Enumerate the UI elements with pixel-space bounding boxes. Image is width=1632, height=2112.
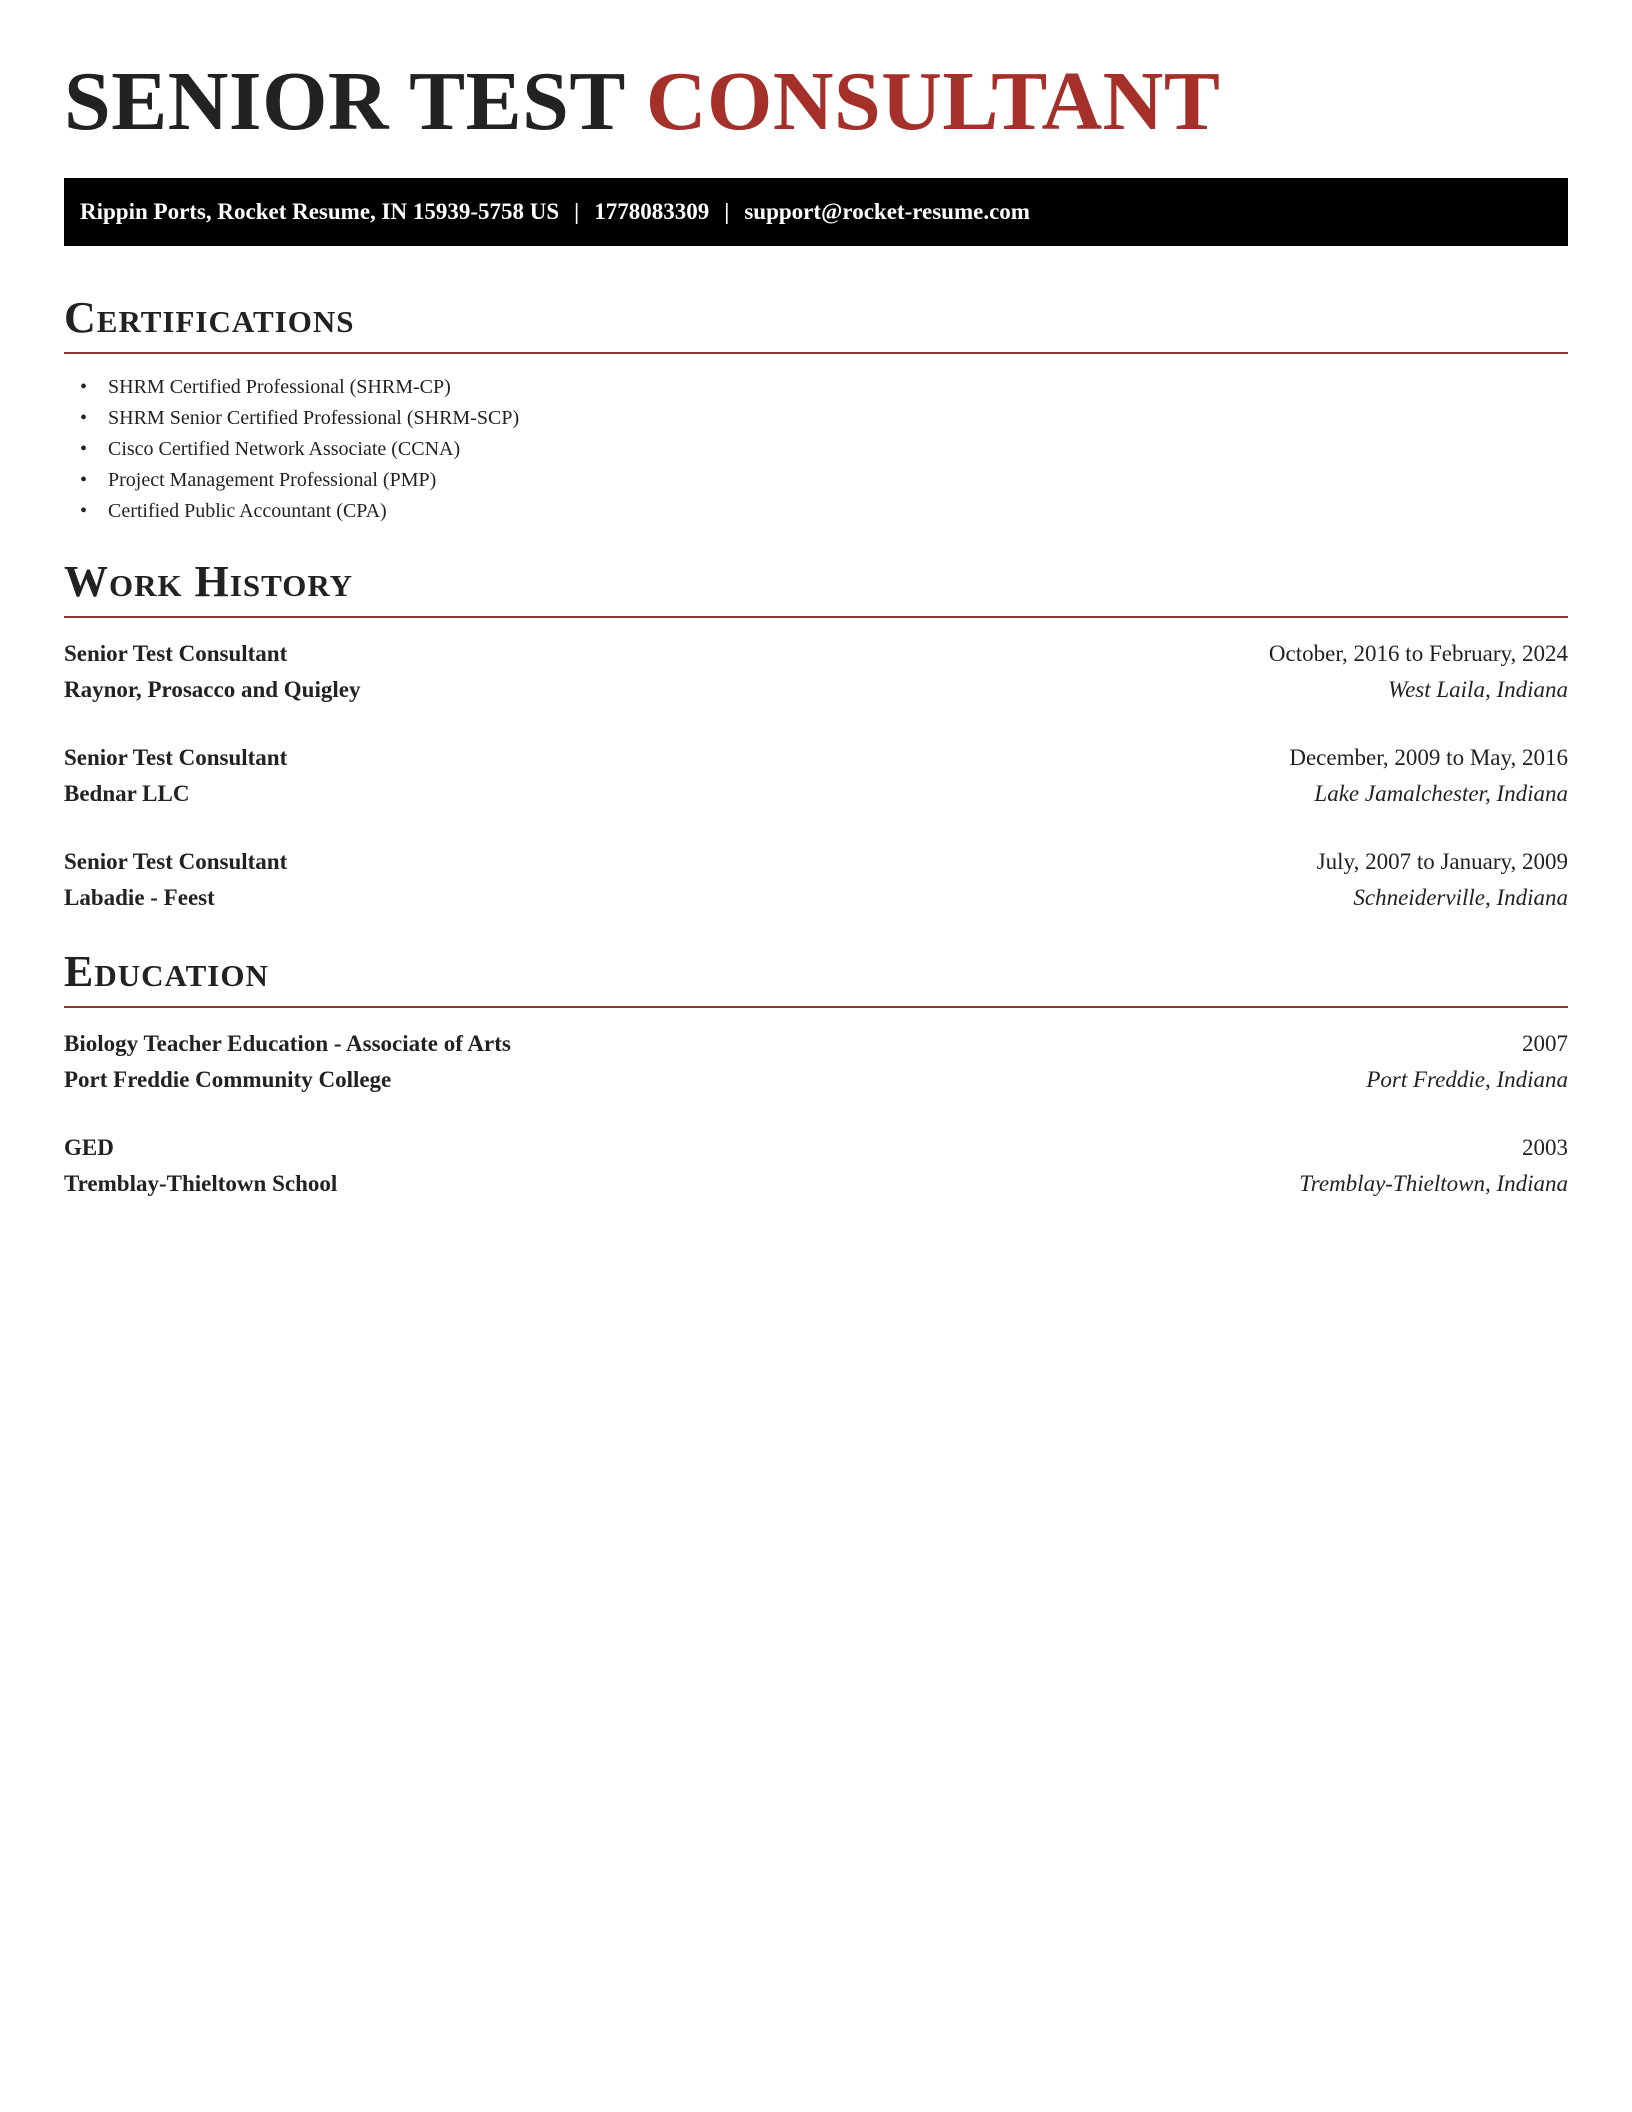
job-company: Raynor, Prosacco and Quigley (64, 677, 361, 703)
bullet-icon: • (80, 500, 88, 523)
job-dates: October, 2016 to February, 2024 (1268, 641, 1568, 667)
job-company: Labadie - Feest (64, 885, 215, 911)
certification-item (64, 465, 1568, 496)
resume-page (64, 0, 1568, 1202)
bullet-icon: • (80, 407, 88, 430)
entry-row (64, 1166, 1568, 1202)
section-divider (64, 352, 1568, 354)
job-location: Lake Jamalchester, Indiana (1314, 781, 1568, 807)
certification-text: SHRM Certified Professional (SHRM-CP) (108, 376, 451, 399)
education-entry (64, 1130, 1568, 1202)
work-history-section (64, 557, 1568, 916)
name-first: SENIOR TEST (64, 55, 625, 148)
contact-separator: | (574, 199, 580, 225)
certification-item (64, 434, 1568, 465)
bullet-icon: • (80, 438, 88, 461)
job-company: Bednar LLC (64, 781, 190, 807)
entry-row (64, 776, 1568, 812)
bullet-icon: • (80, 376, 88, 399)
certification-text: SHRM Senior Certified Professional (SHRM-SCP) (108, 407, 520, 430)
work-entries (64, 636, 1568, 916)
education-entries (64, 1026, 1568, 1202)
education-year: 2003 (1522, 1135, 1568, 1161)
certification-item (64, 403, 1568, 434)
work-entry (64, 636, 1568, 708)
entry-row (64, 844, 1568, 880)
education-location: Port Freddie, Indiana (1366, 1067, 1568, 1093)
certifications-section (64, 293, 1568, 527)
entry-row (64, 740, 1568, 776)
work-entry (64, 740, 1568, 812)
section-title-certifications: Certifications (64, 293, 355, 343)
resume-name (64, 56, 1568, 148)
education-degree: Biology Teacher Education - Associate of Arts (64, 1031, 511, 1057)
certification-text: Cisco Certified Network Associate (CCNA) (108, 438, 461, 461)
education-location: Tremblay-Thieltown, Indiana (1299, 1171, 1568, 1197)
contact-address: Rippin Ports, Rocket Resume, IN 15939-5758 US (80, 199, 560, 225)
work-entry (64, 844, 1568, 916)
entry-row (64, 1130, 1568, 1166)
entry-row (64, 636, 1568, 672)
entry-row (64, 880, 1568, 916)
certification-item (64, 496, 1568, 527)
section-divider (64, 1006, 1568, 1008)
education-entry (64, 1026, 1568, 1098)
contact-email: support@rocket-resume.com (744, 199, 1030, 225)
section-divider (64, 616, 1568, 618)
job-title: Senior Test Consultant (64, 745, 288, 771)
section-title-work-history: Work History (64, 557, 354, 607)
job-title: Senior Test Consultant (64, 849, 288, 875)
bullet-icon: • (80, 469, 88, 492)
job-dates: December, 2009 to May, 2016 (1289, 745, 1568, 771)
education-degree: GED (64, 1135, 114, 1161)
certifications-list (64, 372, 1568, 527)
contact-phone: 1778083309 (594, 199, 710, 225)
job-dates: July, 2007 to January, 2009 (1316, 849, 1568, 875)
entry-row (64, 1026, 1568, 1062)
name-last: CONSULTANT (645, 55, 1221, 148)
certification-text: Certified Public Accountant (CPA) (108, 500, 387, 523)
education-year: 2007 (1522, 1031, 1568, 1057)
job-title: Senior Test Consultant (64, 641, 288, 667)
job-location: Schneiderville, Indiana (1353, 885, 1568, 911)
certification-text: Project Management Professional (PMP) (108, 469, 437, 492)
education-section (64, 947, 1568, 1202)
entry-row (64, 672, 1568, 708)
certification-item (64, 372, 1568, 403)
section-title-education: Education (64, 947, 269, 997)
contact-separator: | (724, 199, 730, 225)
job-location: West Laila, Indiana (1388, 677, 1568, 703)
contact-bar (64, 178, 1568, 246)
education-school: Tremblay-Thieltown School (64, 1171, 338, 1197)
education-school: Port Freddie Community College (64, 1067, 392, 1093)
entry-row (64, 1062, 1568, 1098)
